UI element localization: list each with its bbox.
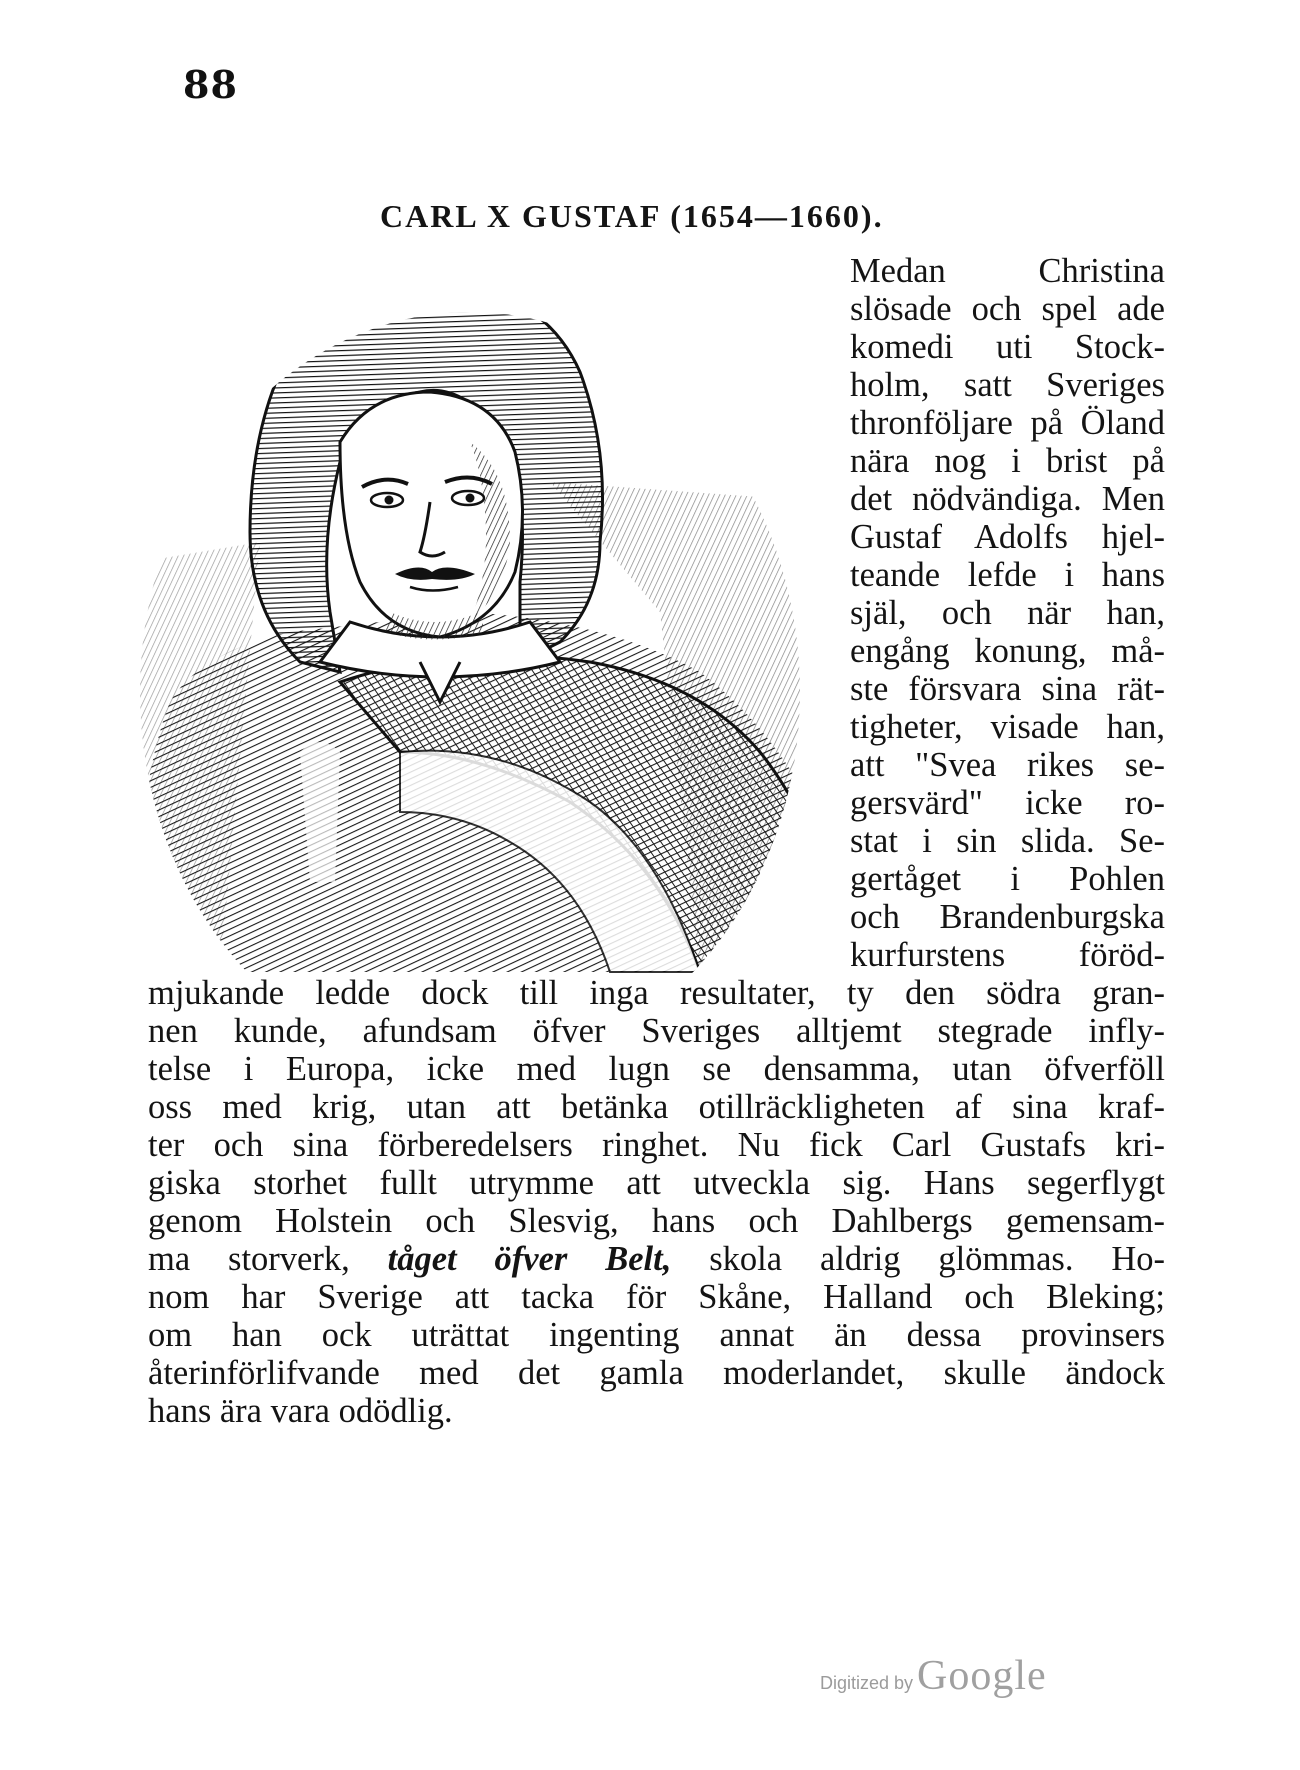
text-line: stat i sin slida. Se-: [850, 822, 1165, 860]
text-segment: ma storverk,: [148, 1240, 350, 1278]
page-number: 88: [183, 62, 238, 107]
text-line: det nödvändiga. Men: [850, 480, 1165, 518]
digitized-label: Digitized by: [820, 1673, 914, 1693]
google-logo: Google: [917, 1653, 1047, 1699]
text-line: gertåget i Pohlen: [850, 860, 1165, 898]
text-line: nen kunde, afundsam öfver Sveriges alltjemt stegrade infly-: [148, 1012, 1165, 1050]
text-line: nära nog i brist på: [850, 442, 1165, 480]
text-line: hans ära vara odödlig.: [148, 1392, 453, 1430]
text-line: thronföljare på Öland: [850, 404, 1165, 442]
text-line: holm, satt Sveriges: [850, 366, 1165, 404]
text-segment: skola aldrig glömmas. Ho-: [709, 1240, 1166, 1278]
text-line: telse i Europa, icke med lugn se densamma, utan öfverföll: [148, 1050, 1165, 1088]
text-line: genom Holstein och Slesvig, hans och Dahlbergs gemensam-: [148, 1202, 1165, 1240]
text-line: och Brandenburgska: [850, 898, 1165, 936]
text-line: nom har Sverige att tacka för Skåne, Halland och Bleking;: [148, 1278, 1165, 1316]
text-line: mjukande ledde dock till inga resultater, ty den södra gran-: [148, 974, 1165, 1012]
text-line: gersvärd" icke ro-: [850, 784, 1165, 822]
text-line-italic: [148, 1240, 1165, 1278]
text-line: teande lefde i hans: [850, 556, 1165, 594]
text-line: oss med krig, utan att betänka otillräckligheten af sina kraf-: [148, 1088, 1165, 1126]
engraving-group: [140, 282, 830, 972]
text-line: att "Svea rikes se-: [850, 746, 1165, 784]
text-line: om han ock uträttat ingenting annat än dessa provinsers: [148, 1316, 1165, 1354]
digitized-footer: [820, 1652, 1047, 1700]
text-line: Gustaf Adolfs hjel-: [850, 518, 1165, 556]
portrait-illustration: [140, 282, 830, 1062]
text-line: återinförlifvande med det gamla moderlandet, skulle ändock: [148, 1354, 1165, 1392]
text-line: ter och sina förberedelsers ringhet. Nu fick Carl Gustafs kri-: [148, 1126, 1165, 1164]
text-line: själ, och när han,: [850, 594, 1165, 632]
italic-phrase: tåget öfver Belt,: [387, 1240, 672, 1278]
text-line: tigheter, visade han,: [850, 708, 1165, 746]
text-line: Medan Christina: [850, 252, 1165, 290]
text-line: ste försvara sina rät-: [850, 670, 1165, 708]
text-line: giska storhet fullt utrymme att utveckla sig. Hans segerflygt: [148, 1164, 1165, 1202]
text-line: engång konung, må-: [850, 632, 1165, 670]
chapter-heading: CARL X GUSTAF (1654—1660).: [380, 198, 884, 234]
text-line: slösade och spel ade: [850, 290, 1165, 328]
text-line: kurfurstens föröd-: [850, 936, 1165, 974]
text-line: komedi uti Stock-: [850, 328, 1165, 366]
